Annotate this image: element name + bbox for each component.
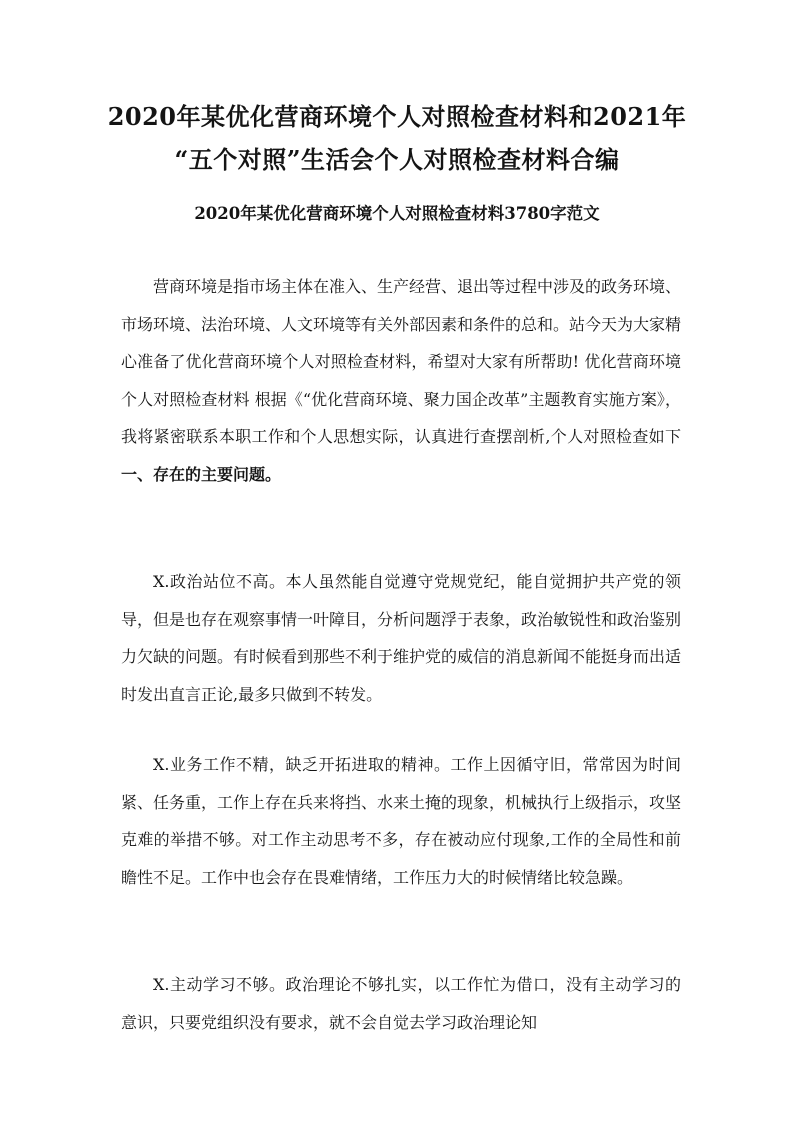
- document-title-line-1: 2020年某优化营商环境个人对照检查材料和2021年: [107, 102, 687, 131]
- document-title-line-2: “五个对照”生活会个人对照检查材料合编: [174, 145, 620, 174]
- political-paragraph: X.政治站位不高。本人虽然能自觉遵守党规党纪，能自觉拥护共产党的领导，但是也存在观察事情一叶障目，分析问题浮于表象，政治敏锐性和政治鉴别力欠缺的问题。有时候看到那些不利于维护党的威信的消息新闻不能挺身而出适时发出直言正论,最多只做到不转发。: [121, 572, 682, 704]
- problems-heading: 一、存在的主要问题。: [121, 464, 282, 484]
- section-subtitle: 2020年某优化营商环境个人对照检查材料3780字范文: [194, 204, 600, 223]
- business-paragraph: X.业务工作不精，缺乏开拓进取的精神。工作上因循守旧，常常因为时间紧、任务重，工作上存在兵来将挡、水来土掩的现象，机械执行上级指示，攻坚克难的举措不够。对工作主动思考不多，存在被动应付现象,工作的全局性和前瞻性不足。工作中也会存在畏难情绪，工作压力大的时候情绪比较急躁。: [121, 755, 682, 887]
- intro-text: 营商环境是指市场主体在准入、生产经营、退出等过程中涉及的政务环境、市场环境、法治环境、人文环境等有关外部因素和条件的总和。站今天为大家精心准备了优化营商环境个人对照检查材料，希望对大家有所帮助! 优化营商环境个人对照检查材料 根据《“优化营商环境、聚力国企改革”主题教育实施方案》，我将紧密联系本职工作和个人思想实际，认真进行查摆剖析,个人对照检查如下: [121, 277, 682, 446]
- intro-paragraph: [121, 268, 681, 493]
- study-paragraph: X.主动学习不够。政治理论不够扎实，以工作忙为借口，没有主动学习的意识，只要党组织没有要求，就不会自觉去学习政治理论知: [121, 975, 681, 1032]
